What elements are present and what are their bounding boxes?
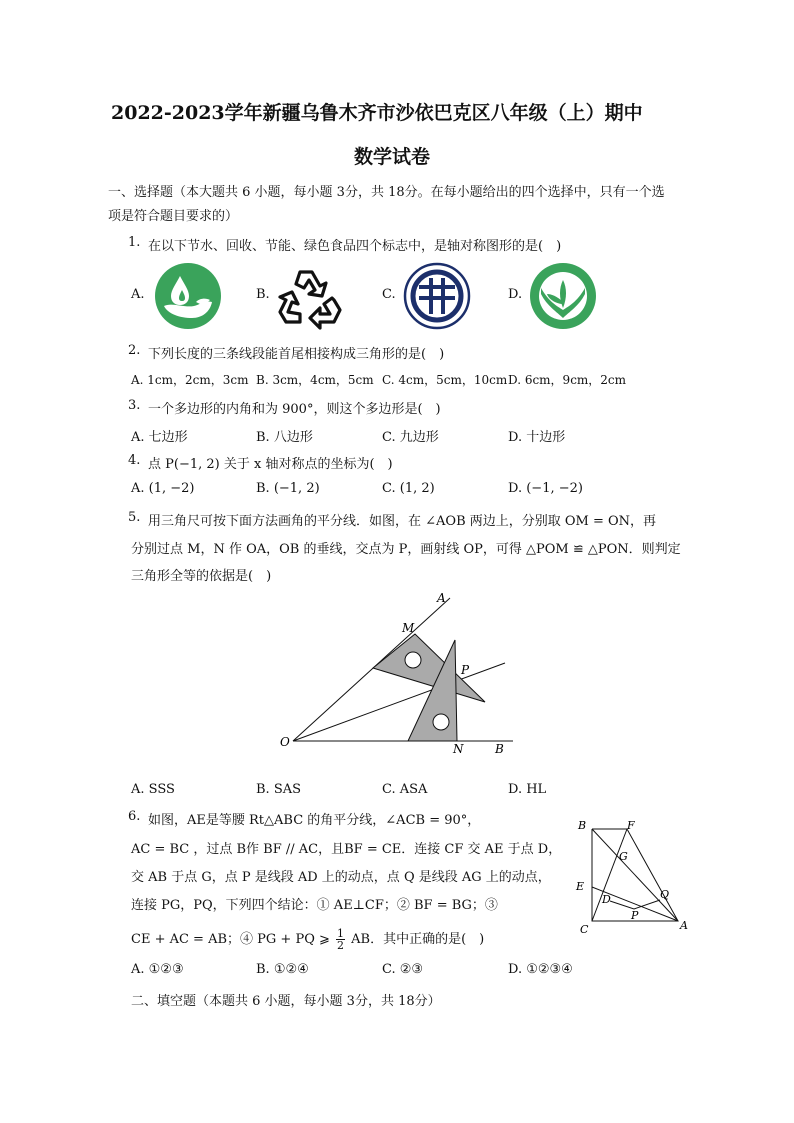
q5-label-a: A xyxy=(437,591,446,605)
q5-angle-bisector-figure xyxy=(275,588,520,758)
q6-option-a: A. ①②③ xyxy=(131,962,184,977)
q6-text-line5 xyxy=(131,928,484,951)
q5-text-line1: 用三角尺可按下面方法画角的平分线．如图，在 ∠AOB 两边上，分别取 OM = ON，再 xyxy=(148,514,657,529)
q2-option-c: C. 4cm，5cm，10cm xyxy=(382,373,508,387)
q6-fraction-numerator: 1 xyxy=(337,927,345,940)
q6-fraction-denominator: 2 xyxy=(337,939,345,952)
q5-option-c: C. ASA xyxy=(382,782,428,797)
q4-text: 点 P(−1, 2) 关于 x 轴对称点的坐标为( ) xyxy=(148,457,393,472)
q6-text-line4: 连接 PG，PQ，下列四个结论：① AE⊥CF；② BF = BG；③ xyxy=(131,898,498,913)
q5-option-a: A. SSS xyxy=(131,782,175,797)
q2-option-a: A. 1cm，2cm，3cm xyxy=(131,373,249,387)
q5-number: 5. xyxy=(128,510,141,525)
q4-option-a: A. (1, −2) xyxy=(131,481,195,496)
q6-label-p: P xyxy=(631,909,639,922)
q6-option-d: D. ①②③④ xyxy=(508,962,573,977)
q4-option-d: D. (−1, −2) xyxy=(508,481,583,496)
q3-option-a: A. 七边形 xyxy=(131,430,188,445)
q5-label-b: B xyxy=(495,742,504,756)
q6-number: 6. xyxy=(128,809,141,824)
q6-label-q: Q xyxy=(660,888,670,901)
q3-option-c: C. 九边形 xyxy=(382,430,439,445)
q5-option-d: D. HL xyxy=(508,782,547,797)
section1-header-line1: 一、选择题（本大题共 6 小题，每小题 3分，共 18分。在每小题给出的四个选择中，只有一个选 xyxy=(108,185,665,200)
q6-option-b: B. ①②④ xyxy=(256,962,309,977)
recycling-logo-icon xyxy=(276,262,344,330)
q4-number: 4. xyxy=(128,453,141,468)
q5-option-b: B. SAS xyxy=(256,782,302,797)
q5-text-line3: 三角形全等的依据是( ) xyxy=(131,569,272,584)
q6-label-a: A xyxy=(680,919,688,932)
q5-label-o: O xyxy=(280,735,290,749)
q1-option-b-label: B. xyxy=(256,287,270,302)
q2-text: 下列长度的三条线段能首尾相接构成三角形的是( ) xyxy=(148,347,445,362)
q2-option-b: B. 3cm，4cm，5cm xyxy=(256,373,374,387)
q6-triangle-figure xyxy=(570,815,695,935)
q6-fraction-one-half xyxy=(336,928,345,951)
q5-label-p: P xyxy=(461,663,470,677)
q1-text: 在以下节水、回收、节能、绿色食品四个标志中，是轴对称图形的是( ) xyxy=(148,239,562,254)
q1-option-a-label: A. xyxy=(131,287,145,302)
q6-text-line1: 如图，AE是等腰 Rt△ABC 的角平分线，∠ACB = 90°， xyxy=(148,813,481,828)
q5-text-line2: 分别过点 M，N 作 OA，OB 的垂线，交点为 P，画射线 OP，可得 △POM ≌ △PON．则判定 xyxy=(131,542,681,557)
q6-text-line5-part1: CE + AC = AB；④ PG + PQ ⩾ xyxy=(131,932,330,947)
q2-number: 2. xyxy=(128,343,141,358)
q6-text-line2: AC = BC ，过点 B作 BF // AC，且BF = CE．连接 CF 交 AE 于点 D， xyxy=(131,842,562,857)
q4-option-b: B. (−1, 2) xyxy=(256,481,320,496)
q1-option-c-label: C. xyxy=(382,287,396,302)
q6-text-line3: 交 AB 于点 G，点 P 是线段 AD 上的动点，点 Q 是线段 AG 上的动点， xyxy=(131,870,551,885)
exam-title-line1: 2022-2023学年新疆乌鲁木齐市沙依巴克区八年级（上）期中 xyxy=(111,102,643,124)
q5-label-n: N xyxy=(453,742,464,756)
q6-label-g: G xyxy=(619,850,628,863)
q6-label-f: F xyxy=(627,819,635,832)
q3-number: 3. xyxy=(128,398,141,413)
section2-header: 二、填空题（本题共 6 小题，每小题 3分，共 18分） xyxy=(131,994,441,1009)
green-food-logo-icon xyxy=(529,262,597,330)
q6-text-line5-part2: AB．其中正确的是( ) xyxy=(351,932,485,947)
q2-option-d: D. 6cm，9cm，2cm xyxy=(508,373,627,387)
q3-text: 一个多边形的内角和为 900°，则这个多边形是( ) xyxy=(148,402,441,417)
q1-option-d-label: D. xyxy=(508,287,523,302)
water-saving-logo-icon xyxy=(154,262,222,330)
q5-label-m: M xyxy=(402,621,415,635)
q3-option-d: D. 十边形 xyxy=(508,430,566,445)
q6-label-b: B xyxy=(578,819,587,832)
q6-option-c: C. ②③ xyxy=(382,962,424,977)
q6-label-d: D xyxy=(602,893,611,906)
q4-option-c: C. (1, 2) xyxy=(382,481,435,496)
exam-title-line2: 数学试卷 xyxy=(354,146,431,168)
section1-header-line2: 项是符合题目要求的） xyxy=(108,209,239,224)
q6-label-c: C xyxy=(580,923,589,935)
q6-label-e: E xyxy=(576,880,585,893)
q3-option-b: B. 八边形 xyxy=(256,430,313,445)
q1-number: 1. xyxy=(128,235,141,250)
energy-saving-logo-icon xyxy=(403,262,471,330)
